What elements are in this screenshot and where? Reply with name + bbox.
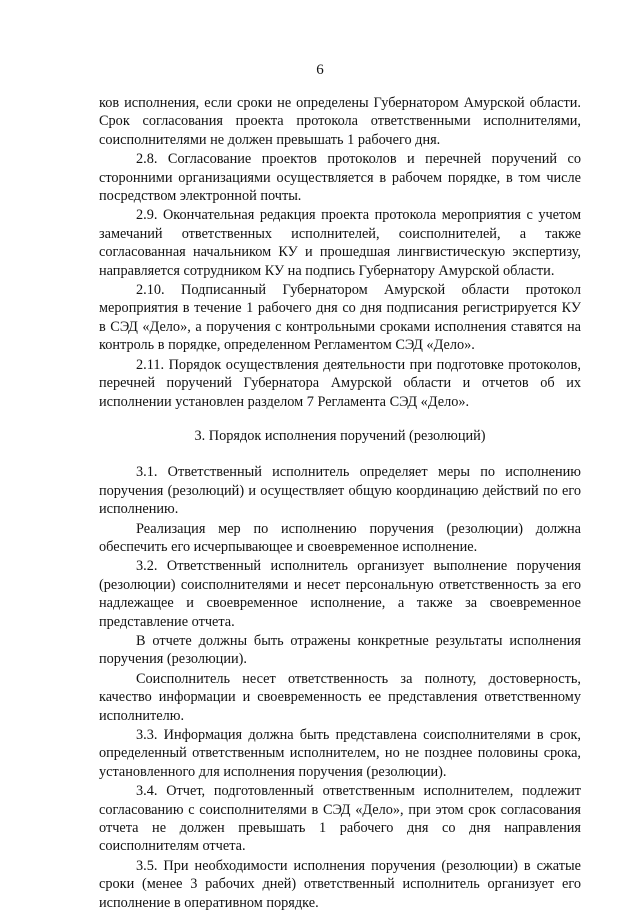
paragraph-3-4: 3.4. Отчет, подготовленный ответственным исполнителем, подлежит согласованию с соисполнителями в СЭД «Дело», при этом срок согласования отчета не должен превышать 1 рабочего дня со дня направления соисполнителям отчета. xyxy=(99,783,581,855)
page-number: 6 xyxy=(316,62,324,78)
paragraph-3-2-report: В отчете должны быть отражены конкретные результаты исполнения поручения (резолюции). xyxy=(99,632,581,668)
paragraph-3-3: 3.3. Информация должна быть представлена соисполнителями в срок, определенный ответственным исполнителем, но не позднее половины срока, установленного для исполнения поручения (резолюции). xyxy=(99,727,581,780)
paragraph-3-2-coexecutor: Соисполнитель несет ответственность за полноту, достоверность, качество информации и своевременность ее представления ответственному исполнителю. xyxy=(99,670,581,724)
paragraph-continuation: ков исполнения, если сроки не определены Губернатором Амурской области. Срок согласования проекта протокола ответственными исполнителями, соисполнителями не должен превышать 1 рабочего дня. xyxy=(99,95,581,148)
paragraph-2-11: 2.11. Порядок осуществления деятельности при подготовке протоколов, перечней поручений Губернатора Амурской области и отчетов об их исполнении установлен разделом 7 Регламента СЭД «Дело». xyxy=(99,356,581,410)
paragraph-3-1-cont: Реализация мер по исполнению поручения (резолюции) должна обеспечить его исчерпывающее и своевременное исполнение. xyxy=(99,520,581,555)
section-heading: 3. Порядок исполнения поручений (резолюций) xyxy=(194,427,486,444)
paragraph-2-9: 2.9. Окончательная редакция проекта протокола мероприятия с учетом замечаний ответственных исполнителей, соисполнителей, а также согласованная начальником КУ и прошедшая лингвистическую экспертизу, направляется сотрудником КУ на подпись Губернатору Амурской области. xyxy=(99,207,581,279)
paragraph-3-1: 3.1. Ответственный исполнитель определяет меры по исполнению поручения (резолюций) и осуществляет общую координацию действий по его исполнению. xyxy=(99,464,581,518)
paragraph-2-8: 2.8. Согласование проектов протоколов и перечней поручений со сторонними организациями осуществляется в рабочем порядке, в том числе посредством электронной почты. xyxy=(99,151,581,205)
document-body xyxy=(99,94,581,913)
paragraph-2-10: 2.10. Подписанный Губернатором Амурской области протокол мероприятия в течение 1 рабочего дня со дня подписания регистрируется КУ в СЭД «Дело», а поручения с контрольными сроками исполнения ставятся на контроль в порядке, определенном Регламентом СЭД «Дело». xyxy=(99,282,581,354)
paragraph-3-5: 3.5. При необходимости исполнения поручения (резолюции) в сжатые сроки (менее 3 рабочих дней) ответственный исполнитель организует его исполнение в оперативном порядке. xyxy=(99,857,581,911)
paragraph-3-2: 3.2. Ответственный исполнитель организует выполнение поручения (резолюции) соисполнителями и несет персональную ответственность за его надлежащее и своевременное исполнение, а также за своевременное представление отчета. xyxy=(99,558,581,630)
